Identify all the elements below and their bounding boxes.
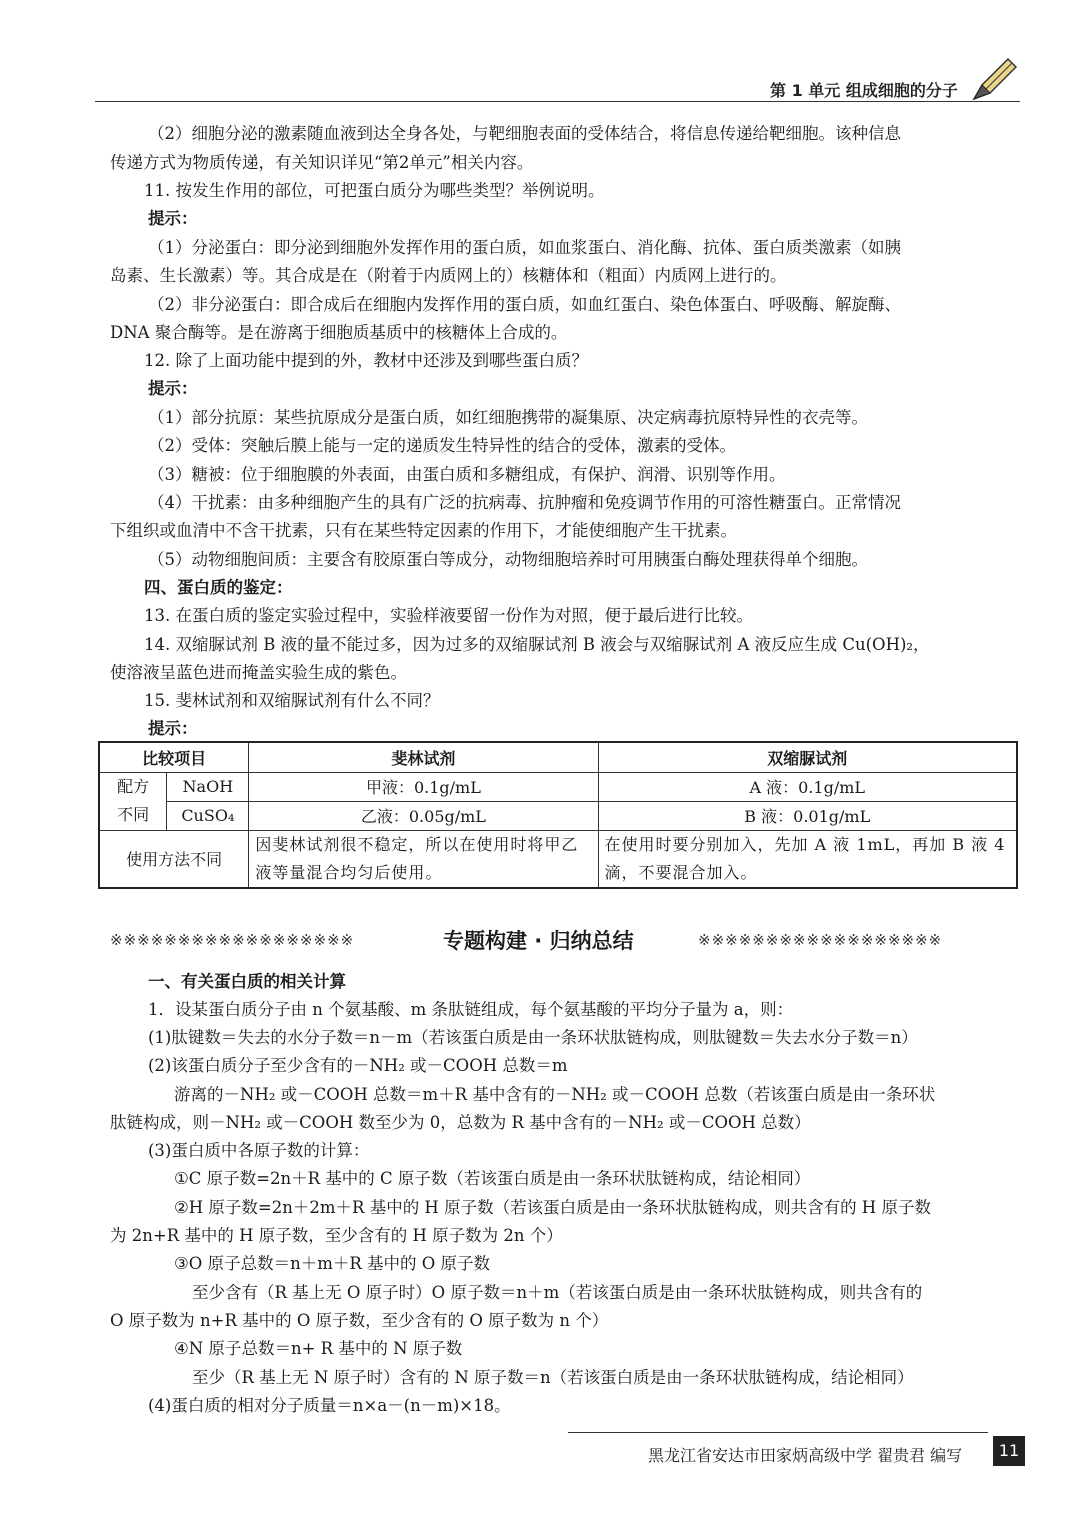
hint-label: 提示： [148, 719, 198, 738]
text-line: 岛素、生长激素）等。其合成是在（附着于内质网上的）核糖体和（粗面）内质网上进行的。 [110, 266, 787, 285]
question-14: 14. 双缩脲试剂 B 液的量不能过多，因为过多的双缩脲试剂 B 液会与双缩脲试剂 A 液反应生成 Cu(OH)₂， [144, 635, 930, 654]
text-line: （1）分泌蛋白：即分泌到细胞外发挥作用的蛋白质，如血浆蛋白、消化酶、抗体、蛋白质类激素（如胰 [148, 238, 901, 257]
table-cell: B 液：0.01g/mL [598, 801, 1017, 830]
text-line: ①C 原子数=2n＋R 基中的 C 原子数（若该蛋白质是由一条环状肽链构成，结论相同） [174, 1169, 811, 1188]
text-line: （2）细胞分泌的激素随血液到达全身各处，与靶细胞表面的受体结合，将信息传递给靶细胞。该种信息 [148, 124, 901, 143]
text-line: （3）糖被：位于细胞膜的外表面，由蛋白质和多糖组成，有保护、润滑、识别等作用。 [148, 465, 786, 484]
table-header-cell: 斐林试剂 [249, 742, 598, 772]
hint-label: 提示： [148, 379, 198, 398]
table-cell: 使用方法不同 [99, 830, 249, 888]
table-cell: 在使用时要分别加入，先加 A 液 1mL，再加 B 液 4 滴，不要混合加入。 [598, 830, 1017, 888]
footer-rule [568, 1432, 988, 1433]
text-line: (1)肽键数＝失去的水分子数＝n－m（若该蛋白质是由一条环状肽链构成，则肽键数＝失去水分子数＝n） [148, 1028, 918, 1047]
text-line: 1．设某蛋白质分子由 n 个氨基酸、m 条肽链组成，每个氨基酸的平均分子量为 a，则： [148, 1000, 794, 1019]
table-header-cell: 比较项目 [99, 742, 249, 772]
text-line: DNA 聚合酶等。是在游离于细胞质基质中的核糖体上合成的。 [110, 323, 568, 342]
table-cell: CuSO₄ [167, 801, 249, 830]
text-line: （5）动物细胞间质：主要含有胶原蛋白等成分，动物细胞培养时可用胰蛋白酶处理获得单个细胞。 [148, 550, 868, 569]
text-line: 使溶液呈蓝色进而掩盖实验生成的紫色。 [110, 663, 407, 682]
table-cell: 因斐林试剂很不稳定，所以在使用时将甲乙液等量混合均匀后使用。 [249, 830, 598, 888]
text-line: （2）受体：突触后膜上能与一定的递质发生特异性的结合的受体，激素的受体。 [148, 436, 736, 455]
text-line: 下组织或血清中不含干扰素，只有在某些特定因素的作用下，才能使细胞产生干扰素。 [110, 521, 737, 540]
question-13: 13. 在蛋白质的鉴定实验过程中，实验样液要留一份作为对照，便于最后进行比较。 [144, 606, 753, 625]
page-number: 11 [993, 1436, 1025, 1466]
header-rule [95, 101, 1020, 102]
text-line: 至少含有（R 基上无 O 原子时）O 原子数＝n＋m（若该蛋白质是由一条环状肽链构成，则共含有的 [192, 1283, 923, 1302]
hint-label: 提示： [148, 209, 198, 228]
table-cell: NaOH [167, 772, 249, 801]
text-line: O 原子数为 n+R 基中的 O 原子数，至少含有的 O 原子数为 n 个） [110, 1311, 609, 1330]
text-line: (4)蛋白质的相对分子质量＝n×a－(n－m)×18。 [148, 1396, 511, 1415]
text-line: ③O 原子总数＝n＋m＋R 基中的 O 原子数 [174, 1254, 491, 1273]
table-row [99, 830, 1017, 888]
text-line: 游离的－NH₂ 或－COOH 总数＝m＋R 基中含有的－NH₂ 或－COOH 总数（若该蛋白质是由一条环状 [174, 1085, 936, 1104]
question-12: 12. 除了上面功能中提到的外，教材中还涉及到哪些蛋白质？ [144, 351, 588, 370]
text-line: 至少（R 基上无 N 原子时）含有的 N 原子数＝n（若该蛋白质是由一条环状肽链构成，结论相同） [192, 1368, 914, 1387]
text-line: 为 2n+R 基中的 H 原子数，至少含有的 H 原子数为 2n 个） [110, 1226, 563, 1245]
text-line: 肽链构成，则－NH₂ 或－COOH 数至少为 0，总数为 R 基中含有的－NH₂ 或－COOH 总数） [110, 1113, 811, 1132]
decorative-stars: ※※※※※※※※※※※※※※※※※※ [698, 931, 943, 949]
running-header: 第 1 单元 组成细胞的分子 [770, 81, 958, 100]
text-line: 传递方式为物质传递，有关知识详见“第2单元”相关内容。 [110, 153, 534, 172]
pen-nib-icon [968, 55, 1020, 107]
decorative-stars: ※※※※※※※※※※※※※※※※※※ [110, 931, 355, 949]
section-heading: 四、蛋白质的鉴定： [144, 578, 293, 597]
table-cell: 甲液：0.1g/mL [249, 772, 598, 801]
section-heading: 一、有关蛋白质的相关计算 [148, 972, 346, 991]
footer-credit: 黑龙江省安达市田家炳高级中学 翟贵君 编写 [648, 1446, 963, 1465]
table-row [99, 772, 1017, 801]
text-line: (3)蛋白质中各原子数的计算： [148, 1141, 370, 1160]
question-15: 15. 斐林试剂和双缩脲试剂有什么不同？ [144, 691, 440, 710]
text-line: (2)该蛋白质分子至少含有的－NH₂ 或－COOH 总数＝m [148, 1056, 568, 1075]
table-cell: A 液：0.1g/mL [598, 772, 1017, 801]
table-group-label: 配方 不同 [99, 772, 167, 830]
text-line: ②H 原子数=2n＋2m＋R 基中的 H 原子数（若该蛋白质是由一条环状肽链构成，则共含有的 H 原子数 [174, 1198, 931, 1217]
comparison-table [98, 741, 1018, 889]
text-line: （4）干扰素：由多种细胞产生的具有广泛的抗病毒、抗肿瘤和免疫调节作用的可溶性糖蛋白。正常情况 [148, 493, 901, 512]
banner-title: 专题构建 · 归纳总结 [443, 929, 634, 953]
table-cell: 乙液：0.05g/mL [249, 801, 598, 830]
question-11: 11. 按发生作用的部位，可把蛋白质分为哪些类型？举例说明。 [144, 181, 605, 200]
table-header-row [99, 742, 1017, 772]
text-line: （2）非分泌蛋白：即合成后在细胞内发挥作用的蛋白质，如血红蛋白、染色体蛋白、呼吸酶、解旋酶、 [148, 295, 901, 314]
text-line: ④N 原子总数＝n+ R 基中的 N 原子数 [174, 1339, 463, 1358]
table-header-cell: 双缩脲试剂 [598, 742, 1017, 772]
table-row [99, 801, 1017, 830]
section-banner [110, 925, 1010, 957]
text-line: （1）部分抗原：某些抗原成分是蛋白质，如红细胞携带的凝集原、决定病毒抗原特异性的衣壳等。 [148, 408, 868, 427]
